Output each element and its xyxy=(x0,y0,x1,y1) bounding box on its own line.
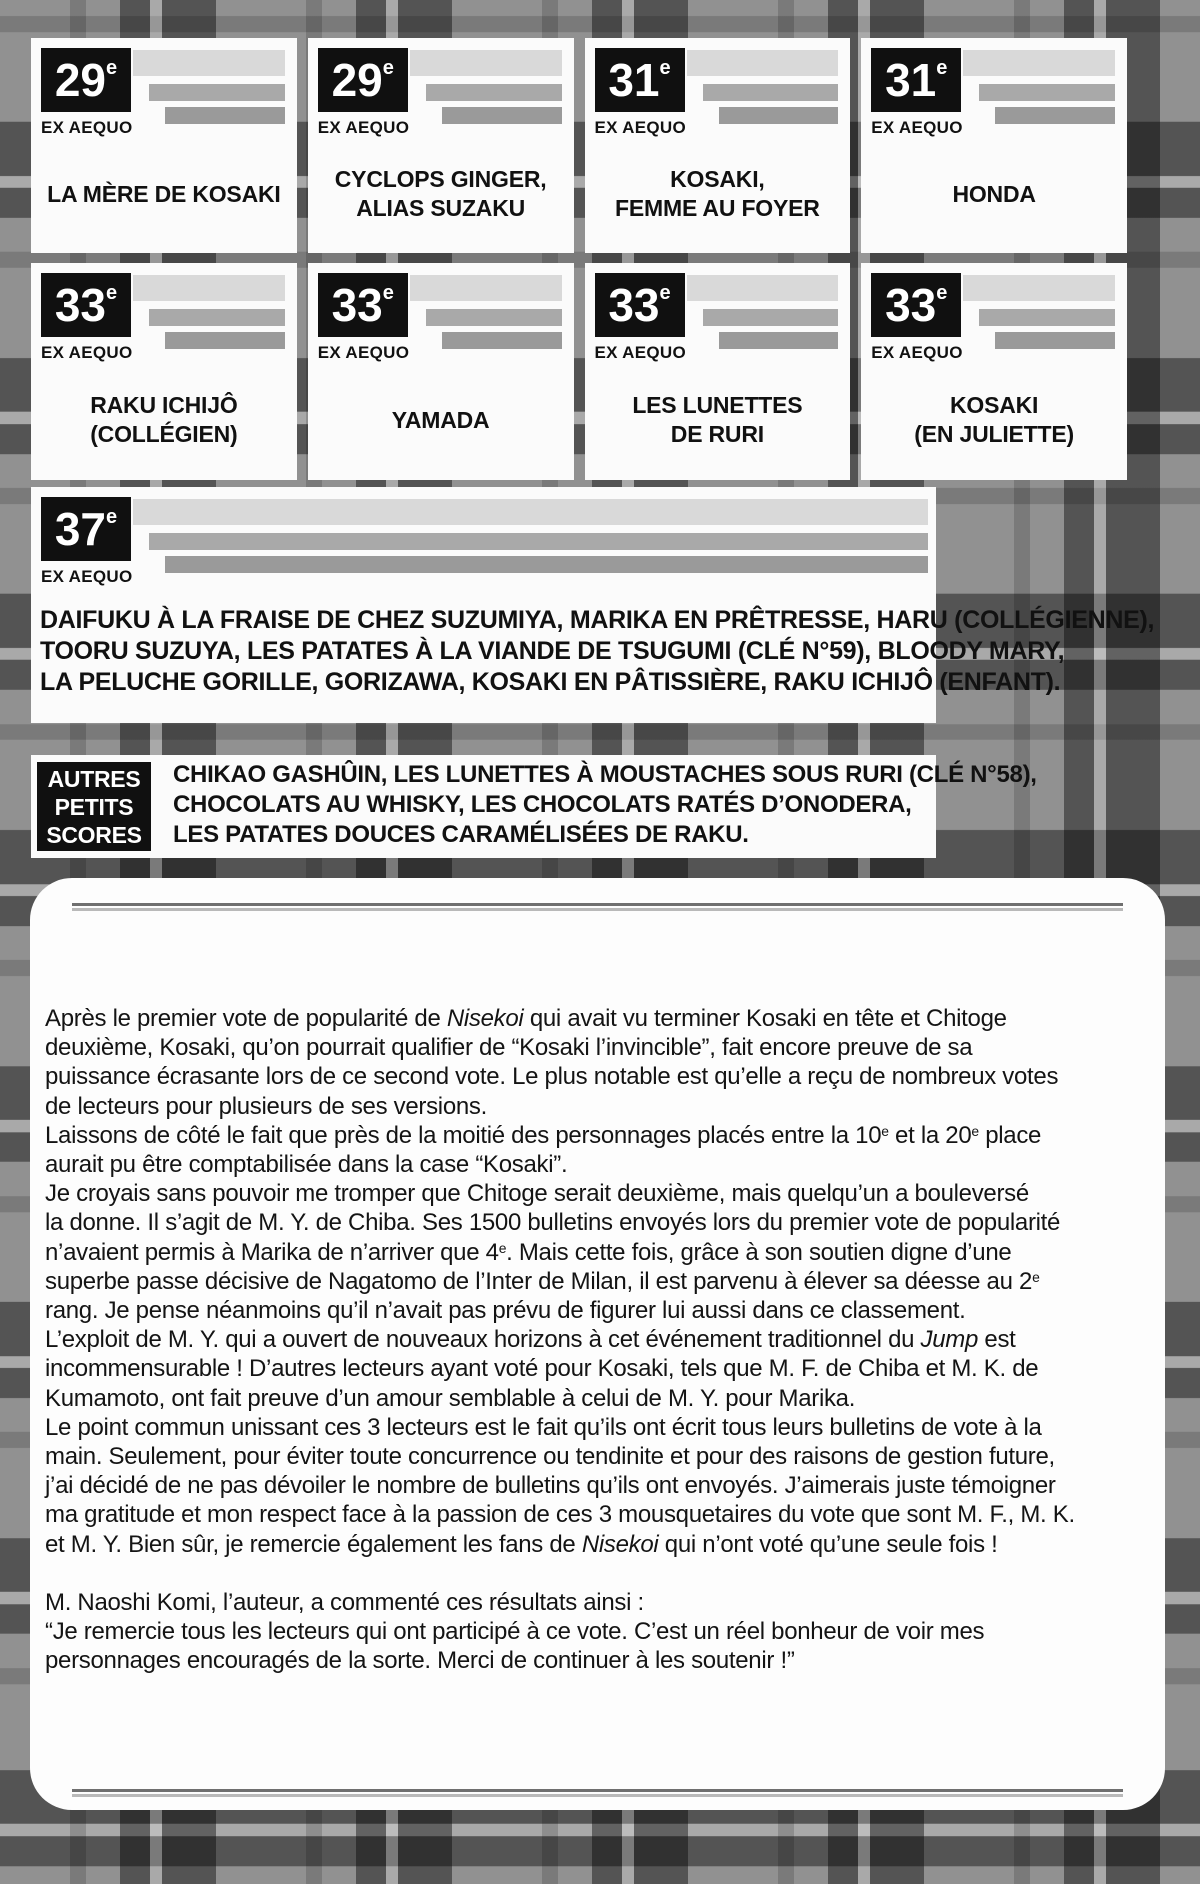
score-bar-bottom xyxy=(165,556,928,573)
rank-badge xyxy=(41,48,131,112)
score-bar-bottom xyxy=(719,332,839,349)
rank-number: 33 xyxy=(331,279,383,331)
rank-card xyxy=(861,38,1127,253)
rank-row-2 xyxy=(31,263,1127,480)
text-line: Je croyais sans pouvoir me tromper que Chitoge serait deuxième, mais quelqu’un a bouleversé xyxy=(45,1180,1029,1208)
text-line: CHIKAO GASHÛIN, LES LUNETTES À MOUSTACHES SOUS RURI (CLÉ N°58), xyxy=(173,761,1037,788)
text-line xyxy=(45,1559,1155,1588)
score-bar-middle xyxy=(149,309,285,326)
score-bar-top xyxy=(133,499,928,525)
score-bar-bottom xyxy=(719,107,839,124)
score-bar-bottom xyxy=(165,332,285,349)
tie-label: EX AEQUO xyxy=(594,118,687,137)
character-name: HONDA xyxy=(952,180,1036,207)
text-line: n’avaient permis à Marika de n’arriver que 4e. Mais cette fois, grâce à son soutien digne d’une xyxy=(45,1238,1012,1266)
score-bar-middle xyxy=(426,84,562,101)
rank-number: 29 xyxy=(54,54,107,106)
rank-number: 37 xyxy=(54,503,107,555)
text-line: LA PELUCHE GORILLE, GORIZAWA, KOSAKI EN PÂTISSIÈRE, RAKU ICHIJÔ (ENFANT). xyxy=(40,668,1061,696)
tie-label: EX AEQUO xyxy=(41,118,133,137)
score-bar-top xyxy=(410,50,562,76)
tied-characters-list xyxy=(40,605,1155,698)
character-name: LA MÈRE DE KOSAKI xyxy=(47,180,281,207)
text-line: L’exploit de M. Y. qui a ouvert de nouveaux horizons à cet événement traditionnel du Jump est xyxy=(45,1326,1016,1354)
rank-ordinal: e xyxy=(936,57,948,79)
text-line: M. Naoshi Komi, l’auteur, a commenté ces résultats ainsi : xyxy=(45,1589,644,1617)
rank-card xyxy=(308,263,574,480)
text-line: “Je remercie tous les lecteurs qui ont participé à ce vote. C’est un réel bonheur de voir mes xyxy=(45,1618,985,1646)
text-line: puissance écrasante lors de ce second vote. Le plus notable est qu’elle a reçu de nombreux votes xyxy=(45,1063,1059,1091)
text-line: de lecteurs pour plusieurs de ses versions. xyxy=(45,1092,487,1120)
rank-card xyxy=(308,38,574,253)
rank-badge xyxy=(595,48,685,112)
other-scores-list xyxy=(173,760,1037,850)
text-line: incommensurable ! D’autres lecteurs ayant voté pour Kosaki, tels que M. F. de Chiba et M. K. de xyxy=(45,1355,1039,1383)
tie-label: EX AEQUO xyxy=(317,343,410,362)
score-bar-middle xyxy=(426,309,562,326)
rank-ordinal: e xyxy=(382,57,394,79)
text-line: TOORU SUZUYA, LES PATATES À LA VIANDE DE TSUGUMI (CLÉ N°59), BLOODY MARY, xyxy=(40,637,1065,665)
character-name: LES LUNETTES DE RURI xyxy=(632,392,803,447)
rank-card xyxy=(585,263,851,480)
score-bar-top xyxy=(133,275,285,301)
rank-number: 33 xyxy=(885,279,937,331)
other-small-scores-card xyxy=(31,755,1037,858)
score-bar-top xyxy=(963,50,1115,76)
score-bar-top xyxy=(963,275,1115,301)
rank-badge xyxy=(318,273,408,337)
score-bar-middle xyxy=(703,84,839,101)
score-bar-bottom xyxy=(995,332,1115,349)
character-name: RAKU ICHIJÔ (COLLÉGIEN) xyxy=(90,392,238,447)
tie-label: EX AEQUO xyxy=(871,118,963,137)
rank-card xyxy=(585,38,851,253)
character-name: YAMADA xyxy=(391,406,490,433)
rank-number: 31 xyxy=(608,54,660,106)
rank-ordinal: e xyxy=(382,282,394,304)
character-name: KOSAKI (EN JULIETTE) xyxy=(914,392,1074,447)
tie-label: EX AEQUO xyxy=(41,343,133,362)
text-line: main. Seulement, pour éviter toute concurrence ou tendinite et pour des raisons de gestion future, xyxy=(45,1443,1055,1471)
character-name: CYCLOPS GINGER, ALIAS SUZAKU xyxy=(334,166,547,221)
score-bar-top xyxy=(687,275,839,301)
rank-card xyxy=(861,263,1127,480)
score-bar-top xyxy=(410,275,562,301)
rank-ordinal: e xyxy=(106,506,118,528)
score-bar-top xyxy=(687,50,839,76)
tie-label: EX AEQUO xyxy=(871,343,963,362)
rank-ordinal: e xyxy=(106,57,118,79)
text-line: CHOCOLATS AU WHISKY, LES CHOCOLATS RATÉS D’ONODERA, xyxy=(173,791,912,818)
tie-label: EX AEQUO xyxy=(594,343,687,362)
text-line: Le point commun unissant ces 3 lecteurs est le fait qu’ils ont écrit tous leurs bulletins de vote à la xyxy=(45,1413,1042,1441)
rank-number: 29 xyxy=(331,54,383,106)
rank-badge xyxy=(871,48,961,112)
rank-number: 33 xyxy=(608,279,660,331)
rank-badge xyxy=(871,273,961,337)
text-line: LES PATATES DOUCES CARAMÉLISÉES DE RAKU. xyxy=(173,821,749,848)
rank-number: 31 xyxy=(885,54,937,106)
bottom-divider xyxy=(72,1789,1123,1794)
rank-badge xyxy=(318,48,408,112)
text-line: ma gratitude et mon respect face à la passion de ces 3 mousquetaires du vote que sont M. F., M. K. xyxy=(45,1501,1075,1529)
text-line: j’ai décidé de ne pas dévoiler le nombre de bulletins qu’ils ont envoyés. J’aimerais juste témoigner xyxy=(45,1472,1056,1500)
rank-row-1 xyxy=(31,38,1127,253)
text-line: Kumamoto, ont fait preuve d’un amour semblable à celui de M. Y. pour Marika. xyxy=(45,1384,856,1412)
rank-card xyxy=(31,38,297,253)
rank-badge xyxy=(41,273,131,337)
score-bar-middle xyxy=(703,309,839,326)
commentary-box xyxy=(30,878,1165,1810)
text-line: et M. Y. Bien sûr, je remercie également les fans de Nisekoi qui n’ont voté qu’une seule fois ! xyxy=(45,1530,998,1558)
score-bar-middle xyxy=(149,533,928,550)
rank-card xyxy=(31,263,297,480)
rank-ordinal: e xyxy=(936,282,948,304)
tie-label: EX AEQUO xyxy=(41,567,133,586)
rank-badge xyxy=(595,273,685,337)
text-line: DAIFUKU À LA FRAISE DE CHEZ SUZUMIYA, MARIKA EN PRÊTRESSE, HARU (COLLÉGIENNE), xyxy=(40,606,1155,634)
score-bar-bottom xyxy=(442,332,562,349)
other-scores-label: AUTRES PETITS SCORES xyxy=(37,762,151,851)
text-line: aurait pu être comptabilisée dans la case “Kosaki”. xyxy=(45,1151,568,1179)
commentary-text xyxy=(45,1004,1155,1676)
tie-label: EX AEQUO xyxy=(317,118,410,137)
rank-ordinal: e xyxy=(659,282,671,304)
rank-badge xyxy=(41,497,131,561)
score-bar-bottom xyxy=(995,107,1115,124)
score-bar-bottom xyxy=(165,107,285,124)
character-name: KOSAKI, FEMME AU FOYER xyxy=(615,166,820,221)
score-bar-top xyxy=(133,50,285,76)
text-line: la donne. Il s’agit de M. Y. de Chiba. Ses 1500 bulletins envoyés lors du premier vote de popularité xyxy=(45,1209,1061,1237)
score-bar-middle xyxy=(979,309,1115,326)
top-divider xyxy=(72,903,1123,908)
text-line: rang. Je pense néanmoins qu’il n’avait pas prévu de figurer lui aussi dans ce classement. xyxy=(45,1297,966,1325)
score-bar-middle xyxy=(979,84,1115,101)
text-line: deuxième, Kosaki, qu’on pourrait qualifier de “Kosaki l’invincible”, fait encore preuve de sa xyxy=(45,1034,973,1062)
rank-ordinal: e xyxy=(659,57,671,79)
rank-ordinal: e xyxy=(106,282,118,304)
rank-card-37 xyxy=(31,487,1155,723)
text-line: Laissons de côté le fait que près de la moitié des personnages placés entre la 10e et la 20e place xyxy=(45,1121,1042,1149)
text-line: personnages encouragés de la sorte. Merci de continuer à les soutenir !” xyxy=(45,1647,795,1675)
text-line: Après le premier vote de popularité de Nisekoi qui avait vu terminer Kosaki en tête et Chitoge xyxy=(45,1005,1007,1032)
rank-number: 33 xyxy=(54,279,107,331)
text-line: superbe passe décisive de Nagatomo de l’Inter de Milan, il est parvenu à élever sa déesse au 2e xyxy=(45,1267,1040,1295)
score-bar-middle xyxy=(149,84,285,101)
score-bar-bottom xyxy=(442,107,562,124)
